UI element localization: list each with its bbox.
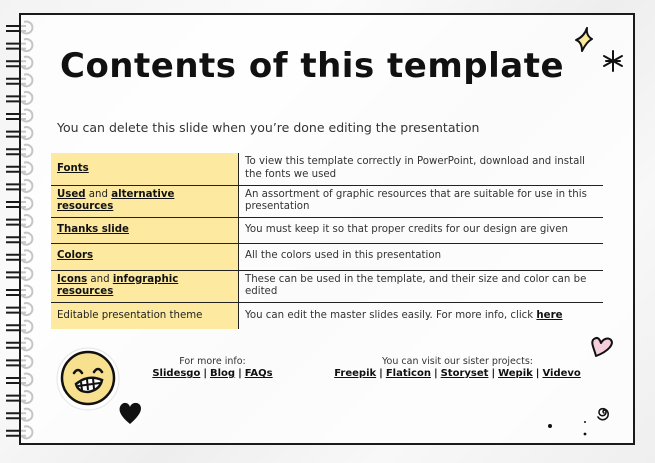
pink-heart-icon <box>589 334 615 360</box>
row-key <box>51 270 239 302</box>
link-separator: | <box>238 368 242 379</box>
table-row <box>51 185 603 217</box>
table-row <box>51 302 603 329</box>
footer-link-videvo[interactable]: Videvo <box>542 368 581 379</box>
footer-link-slidesgo[interactable]: Slidesgo <box>152 368 201 379</box>
row-value-text: An assortment of graphic resources that are suitable for use in this presentation <box>245 188 587 212</box>
page-subtitle: You can delete this slide when you’re done editing the presentation <box>57 120 480 135</box>
resource-link[interactable]: Used <box>57 188 86 200</box>
resource-link[interactable]: Icons <box>57 273 88 285</box>
footer-link-storyset[interactable]: Storyset <box>440 368 489 379</box>
sister-projects-label: You can visit our sister projects: <box>382 356 533 367</box>
resource-link[interactable]: Fonts <box>57 162 89 174</box>
row-key <box>51 243 239 270</box>
resource-link[interactable]: Thanks slide <box>57 223 129 235</box>
footer-link-freepik[interactable]: Freepik <box>334 368 377 379</box>
row-key <box>51 217 239 243</box>
key-text: and <box>87 273 113 285</box>
here-link[interactable]: here <box>536 309 563 321</box>
row-key <box>51 302 239 329</box>
grimace-emoji-icon <box>54 346 122 412</box>
link-separator: | <box>379 368 383 379</box>
footer-link-flaticon[interactable]: Flaticon <box>385 368 431 379</box>
row-value-text: These can be used in the template, and their size and color can be edited <box>245 273 587 297</box>
link-separator: | <box>491 368 496 379</box>
black-heart-icon <box>117 400 143 426</box>
more-info-label: For more info: <box>179 356 246 367</box>
row-value <box>239 153 604 185</box>
footer-link-wepik[interactable]: Wepik <box>498 368 533 379</box>
more-info-links <box>140 368 285 379</box>
swirl-icon <box>595 403 613 423</box>
contents-table <box>51 153 603 329</box>
link-separator: | <box>535 368 540 379</box>
link-separator: | <box>203 368 207 379</box>
footer-link-faqs[interactable]: FAQs <box>244 368 273 379</box>
row-key <box>51 153 239 185</box>
resource-link[interactable]: alternative resources <box>57 188 175 212</box>
asterisk-icon <box>602 50 624 72</box>
row-value-text: You can edit the master slides easily. For more info, click <box>245 309 537 321</box>
row-value <box>239 217 604 243</box>
row-value-text: You must keep it so that proper credits for our design are given <box>245 223 568 235</box>
row-value-text: To view this template correctly in PowerPoint, download and install the fonts we used <box>245 156 585 180</box>
resource-link[interactable]: infographic resources <box>57 273 179 297</box>
footer-link-blog[interactable]: Blog <box>210 368 236 379</box>
sparkle-icon <box>573 26 595 54</box>
sister-projects-links <box>330 368 585 379</box>
key-text: Editable presentation theme <box>57 309 203 321</box>
resource-link[interactable]: Colors <box>57 250 94 262</box>
row-value <box>239 243 604 270</box>
row-value <box>239 302 604 329</box>
row-key <box>51 185 239 217</box>
dots-icon <box>545 418 590 440</box>
link-separator: | <box>433 368 438 379</box>
table-row <box>51 153 603 185</box>
sister-projects-block <box>330 356 585 379</box>
page-title: Contents of this template <box>60 46 565 86</box>
more-info-block <box>140 356 285 379</box>
table-row <box>51 217 603 243</box>
row-value-text: All the colors used in this presentation <box>245 250 442 262</box>
table-row <box>51 243 603 270</box>
table-row <box>51 270 603 302</box>
row-value <box>239 185 604 217</box>
row-value <box>239 270 604 302</box>
key-text: and <box>85 188 112 200</box>
